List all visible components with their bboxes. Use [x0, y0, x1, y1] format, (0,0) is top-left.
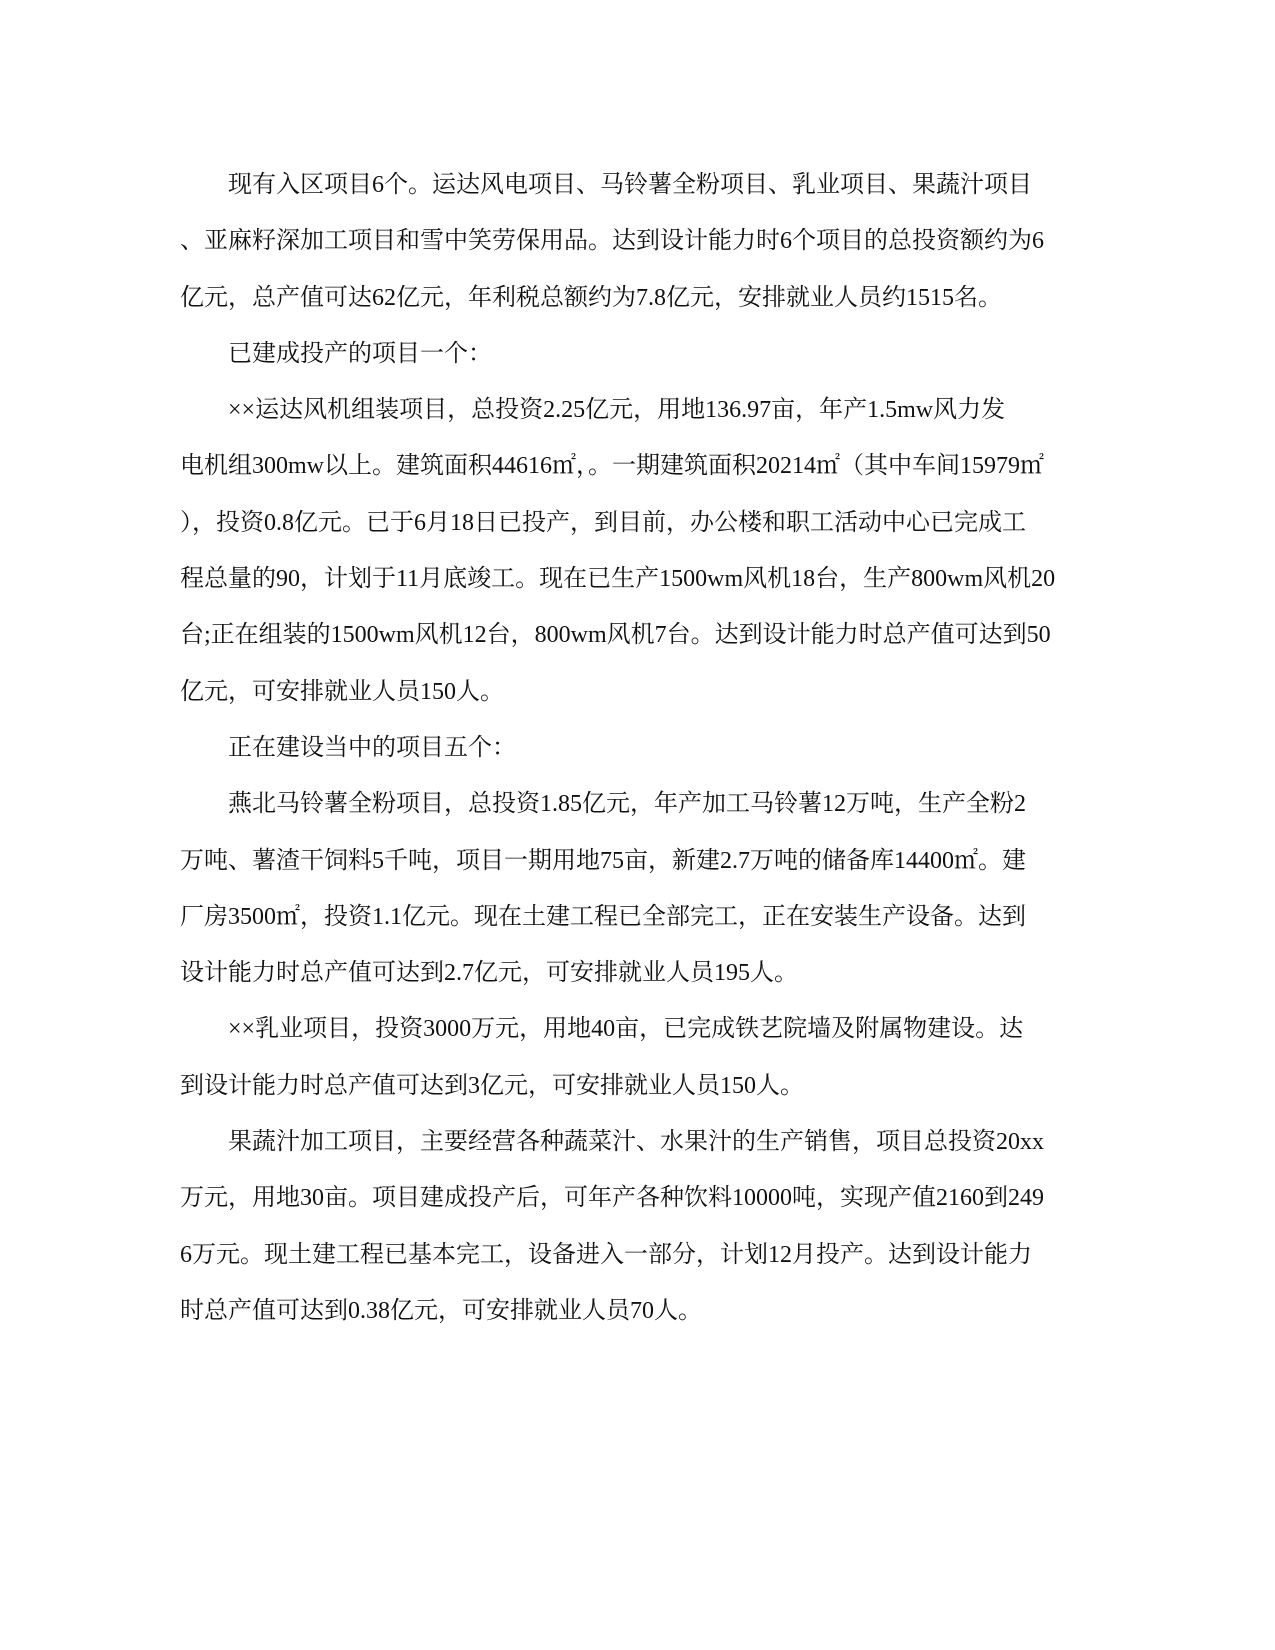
text-line: 6万元。现土建工程已基本完工，设备进入一部分，计划12月投产。达到设计能力	[180, 1241, 1032, 1268]
text-line: 燕北马铃薯全粉项目，总投资1.85亿元，年产加工马铃薯12万吨，生产全粉2	[228, 791, 1026, 818]
text-line: 到设计能力时总产值可达到3亿元，可安排就业人员150人。	[180, 1072, 804, 1099]
paragraph-dairy-project	[180, 1001, 1095, 1114]
paragraph-potato-powder-project	[180, 776, 1095, 1001]
paragraph-completed-heading	[180, 326, 1095, 382]
paragraph-existing-projects	[180, 157, 1095, 326]
text-line: 亿元，可安排就业人员150人。	[180, 678, 504, 705]
text-line: 时总产值可达到0.38亿元，可安排就业人员70人。	[180, 1297, 702, 1324]
text-line: 设计能力时总产值可达到2.7亿元，可安排就业人员195人。	[180, 960, 798, 987]
text-line: 果蔬汁加工项目，主要经营各种蔬菜汁、水果汁的生产销售，项目总投资20xx	[228, 1129, 1044, 1156]
text-line: 程总量的90，计划于11月底竣工。现在已生产1500wm风机18台，生产800wm风机20	[180, 566, 1056, 593]
text-line: 万吨、薯渣干饲料5千吨，项目一期用地75亩，新建2.7万吨的储备库14400㎡。建	[180, 847, 1026, 874]
text-line: ），投资0.8亿元。已于6月18日已投产，到目前，办公楼和职工活动中心已完成工	[180, 509, 1026, 536]
paragraph-under-construction-heading	[180, 720, 1095, 776]
text-line: 亿元，总产值可达62亿元，年利税总额约为7.8亿元，安排就业人员约1515名。	[180, 284, 1002, 311]
text-line: 正在建设当中的项目五个：	[228, 734, 516, 761]
text-line: ××乳业项目，投资3000万元，用地40亩，已完成铁艺院墙及附属物建设。达	[228, 1016, 1024, 1043]
paragraph-wind-turbine-project	[180, 382, 1095, 720]
text-line: 电机组300mw以上。建筑面积44616㎡，。一期建筑面积20214㎡（其中车间15979㎡	[180, 453, 1044, 480]
text-line: ××运达风机组装项目，总投资2.25亿元，用地136.97亩，年产1.5mw风力发	[228, 397, 1006, 424]
text-line: 万元，用地30亩。项目建成投产后，可年产各种饮料10000吨，实现产值2160到249	[180, 1185, 1044, 1212]
text-line: 现有入区项目6个。运达风电项目、马铃薯全粉项目、乳业项目、果蔬汁项目	[228, 172, 1032, 198]
text-line: 台;正在组装的1500wm风机12台，800wm风机7台。达到设计能力时总产值可达到50	[180, 622, 1051, 649]
text-line: 、亚麻籽深加工项目和雪中笑劳保用品。达到设计能力时6个项目的总投资额约为6	[180, 228, 1044, 255]
paragraph-juice-project	[180, 1114, 1095, 1339]
text-line: 已建成投产的项目一个：	[228, 340, 492, 367]
text-line: 厂房3500㎡，投资1.1亿元。现在土建工程已全部完工，正在安装生产设备。达到	[180, 903, 1026, 930]
